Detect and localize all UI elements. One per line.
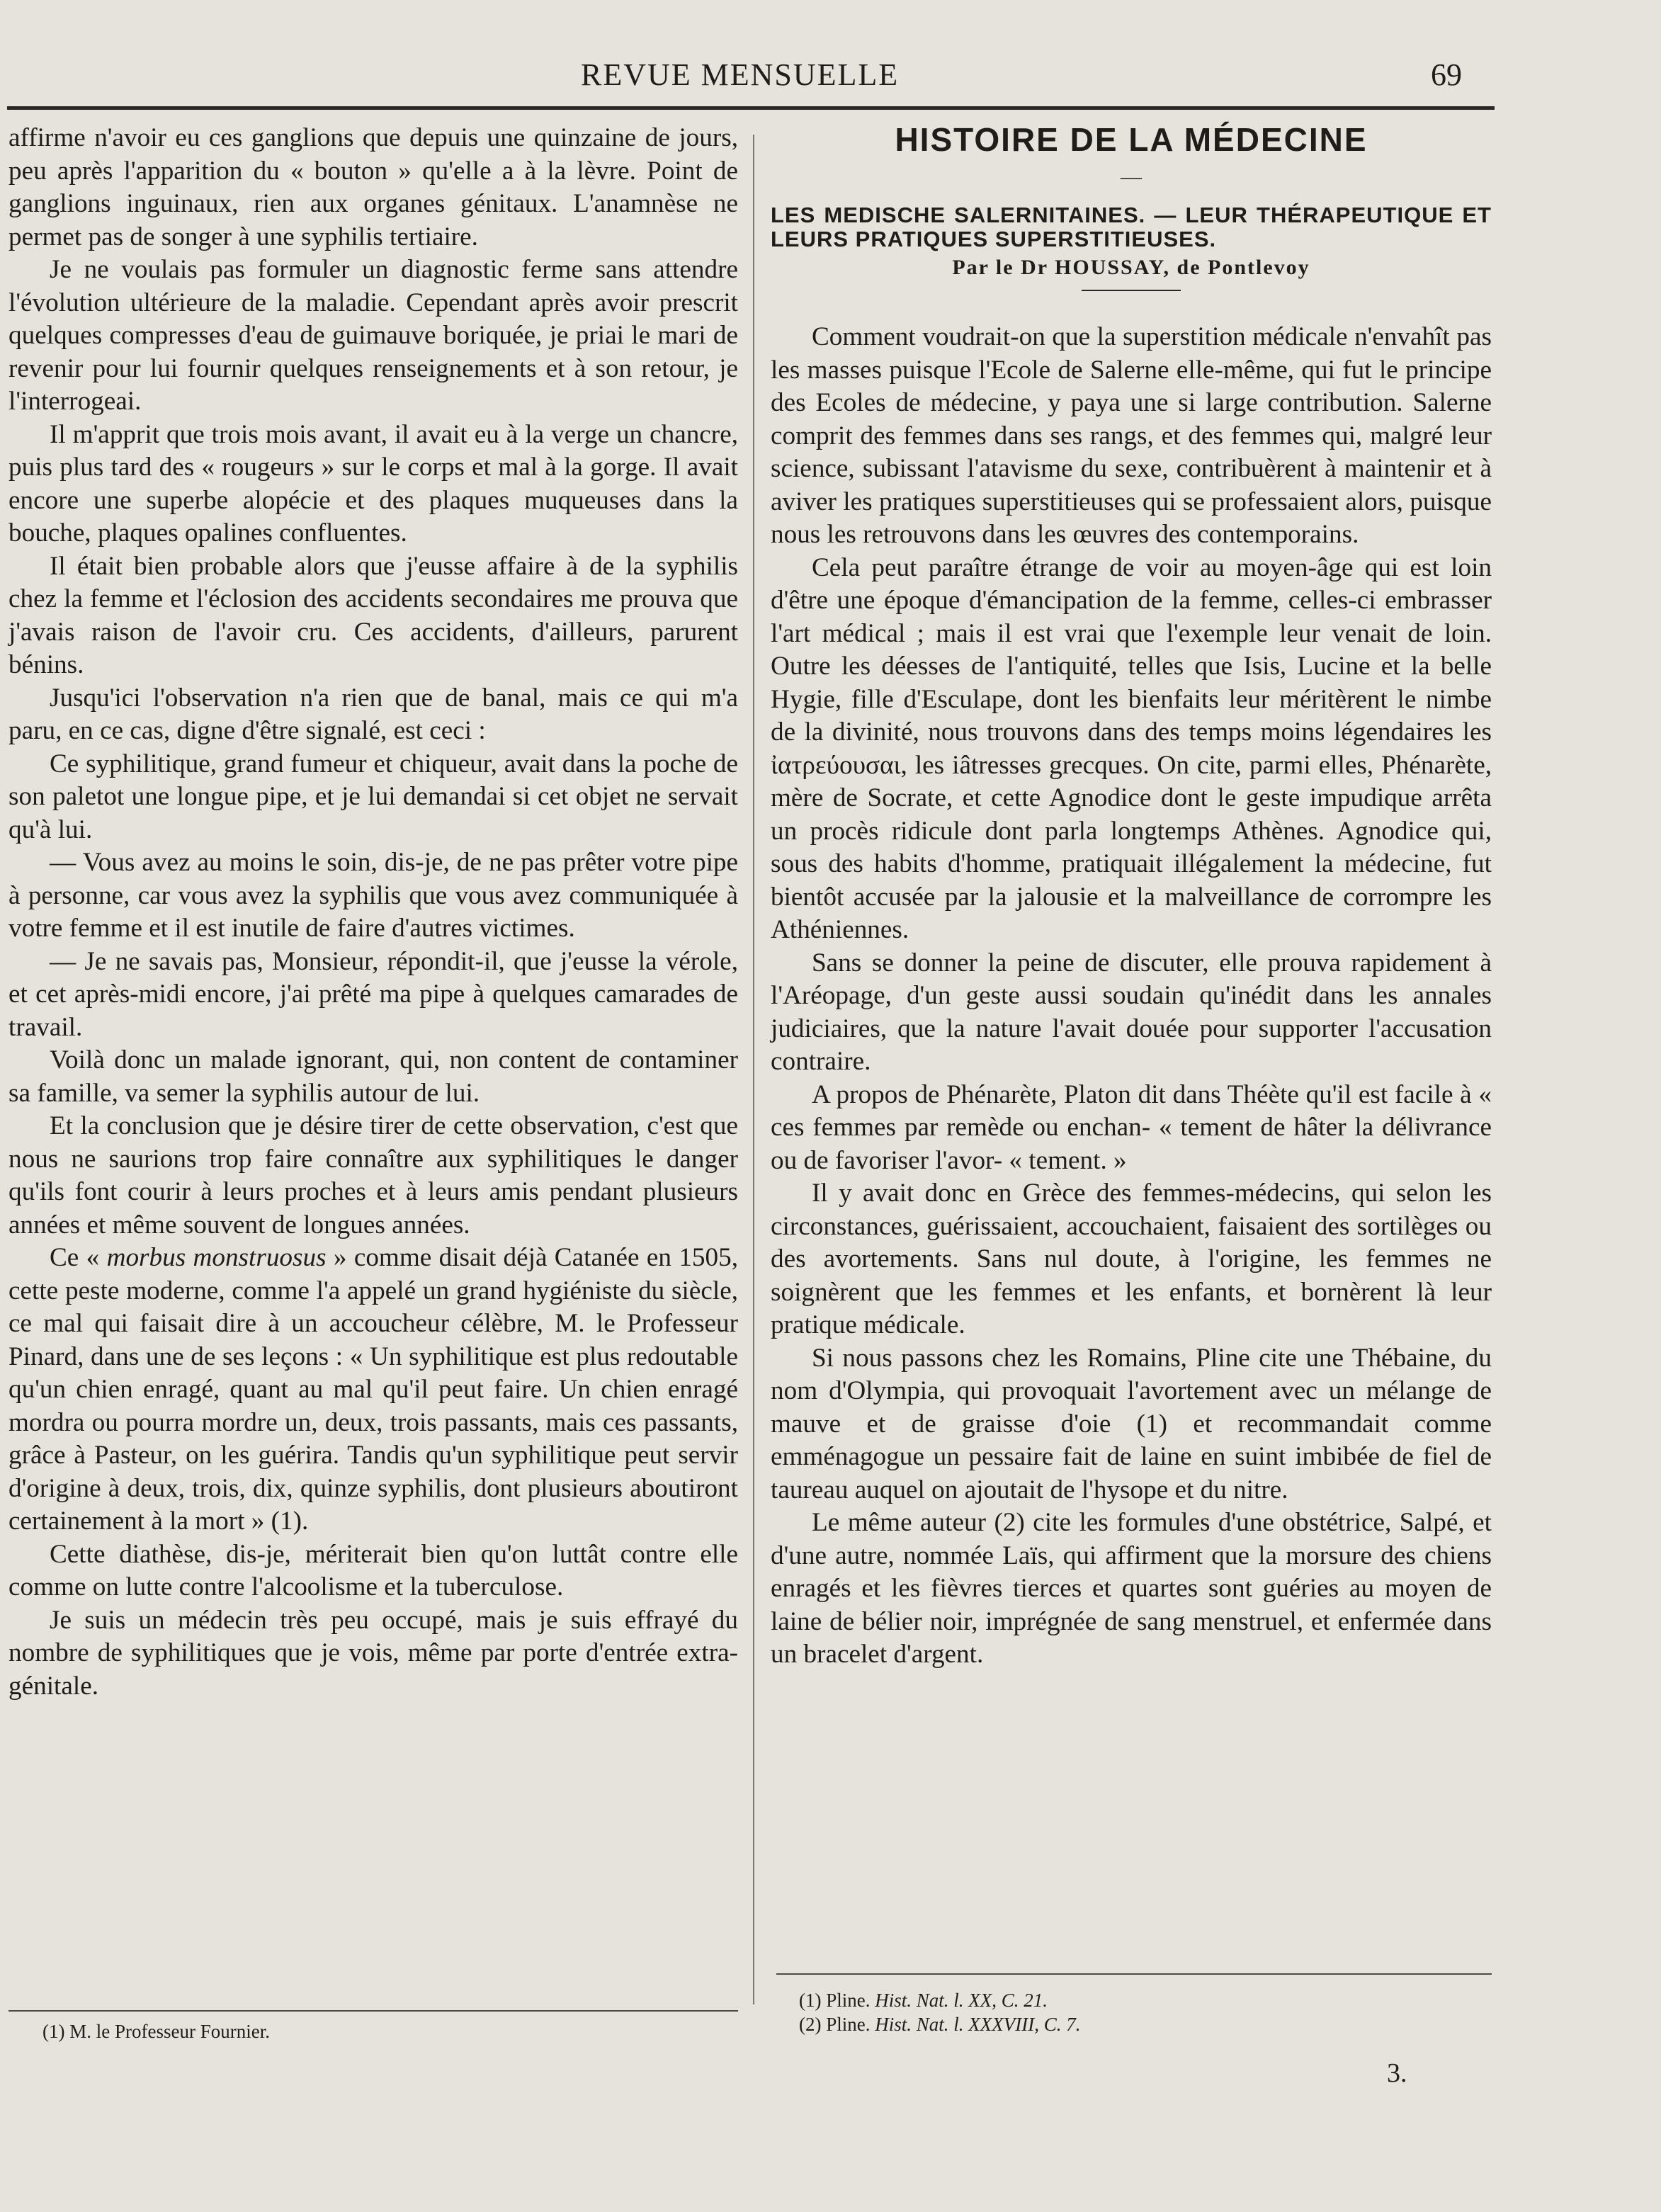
article-body (771, 321, 1492, 1672)
footnote-reference: Hist. Nat. l. XXXVIII, C. 7. (875, 2014, 1081, 2035)
paragraph: Cela peut paraître étrange de voir au moyen-âge qui est loin d'être une époque d'émancipation de la femme, celles-ci embrasser l'art médical ; mais il est vrai que l'exemple leur venait de loin. Outre les déesses de l'antiquité, telles que Isis, Lucine et la belle Hygie, fille d'Esculape, dont les bienfaits leur méritèrent le nimbe de la divinité, nous trouvons dans des temps moins légendaires les ἰατρεύουσαι, les iâtresses grecques. On cite, parmi elles, Phénarète, mère de Socrate, et cette Agnodice dont le geste impudique arrêta un procès ridicule dont parla longtemps Athènes. Agnodice qui, sous des habits d'homme, pratiquait illégalement la médecine, fut bientôt accusée par la jalousie et la malveillance de corrompre les Athéniennes. (771, 552, 1492, 944)
left-footnote: (1) M. le Professeur Fournier. (42, 2021, 270, 2042)
header-rule (7, 106, 1495, 110)
paragraph: Ce syphilitique, grand fumeur et chiqueur, avait dans la poche de son paletot une longue pipe, et je lui demandai si cet objet ne servait qu'à lui. (8, 749, 738, 844)
page-number: 69 (1431, 57, 1462, 92)
paragraph: — Vous avez au moins le soin, dis-je, de ne pas prêter votre pipe à personne, car vous avez la syphilis que vous avez communiquée à votre femme et il est inutile de faire d'autres victimes. (8, 848, 738, 943)
paragraph: Le même auteur (2) cite les formules d'une obstétrice, Salpé, et d'une autre, nommée Laïs, qui affirment que la morsure des chiens enragés et les fièvres tierces et quartes sont guéries au moyen de laine de bélier noir, imprégnée de sang menstruel, et enfermée dans un bracelet d'argent. (771, 1508, 1492, 1669)
right-footnote-2 (799, 2013, 1436, 2036)
paragraph: Comment voudrait-on que la superstition médicale n'envahît pas les masses puisque l'Ecole de Salerne elle-même, qui fut le principe des Ecoles de médecine, y paya une si large contribution. Salerne comprit des femmes dans ses rangs, et des femmes qui, malgré leur science, subissant l'atavisme du sexe, contribuèrent à maintenir et à aviver les pratiques superstitieuses qui se professaient alors, puisque nous les retrouvons dans les œuvres des contemporains. (771, 322, 1492, 549)
right-footnote-1 (799, 1989, 1436, 2012)
column-divider (753, 135, 754, 2004)
page-header (0, 50, 1502, 99)
byline-rule (1082, 290, 1181, 291)
left-footnote-rule (8, 2010, 738, 2012)
section-title: HISTOIRE DE LA MÉDECINE (895, 121, 1368, 158)
running-title: REVUE MENSUELLE (581, 57, 900, 92)
paragraph-morbus (8, 1242, 738, 1538)
paragraph: Il était bien probable alors que j'eusse affaire à de la syphilis chez la femme et l'éclosion des accidents secondaires me prouva que j'avais raison de l'avoir cru. Ces accidents, d'ailleurs, parurent bénins. (8, 551, 738, 679)
paragraph: — Je ne savais pas, Monsieur, répondit-il, que j'eusse la vérole, et cet après-midi encore, j'ai prêté ma pipe à quelques camarades de travail. (8, 946, 738, 1042)
right-footnote-rule (776, 1973, 1492, 1975)
paragraph: Si nous passons chez les Romains, Pline cite une Thébaine, du nom d'Olympia, qui provoquait l'avortement avec un mélange de mauve et de graisse d'oie (1) et recommandait comme emménagogue un pessaire fait de laine en suint imbibée de fiel de taureau auquel on ajoutait de l'hysope et du nitre. (771, 1343, 1492, 1504)
paragraph: Voilà donc un malade ignorant, qui, non content de contaminer sa famille, va semer la syphilis autour de lui. (8, 1045, 738, 1108)
right-column (771, 122, 1492, 1672)
paragraph: Cette diathèse, dis-je, mériterait bien qu'on luttât contre elle comme on lutte contre l'alcoolisme et la tuberculose. (8, 1539, 738, 1601)
paragraph: Je suis un médecin très peu occupé, mais je suis effrayé du nombre de syphilitiques que je vois, même par porte d'entrée extra-génitale. (8, 1605, 738, 1701)
paragraph: Je ne voulais pas formuler un diagnostic ferme sans attendre l'évolution ultérieure de la maladie. Cependant après avoir prescrit quelques compresses d'eau de guimauve boriquée, je priai le mari de revenir pour lui fournir quelques renseignements et à son retour, je l'interrogeai. (8, 255, 738, 416)
footnote-prefix: (2) Pline. (799, 2014, 875, 2035)
footnote-reference: Hist. Nat. l. XX, C. 21. (875, 1990, 1048, 2011)
paragraph: Et la conclusion que je désire tirer de cette observation, c'est que nous ne saurions trop faire connaître aux syphilitiques le danger qu'ils font courir à leurs proches et à leurs amis pendant plusieurs années et même souvent de longues années. (8, 1111, 738, 1240)
morbus-italic: morbus monstruosus (106, 1243, 327, 1272)
paragraph: Il y avait donc en Grèce des femmes-médecins, qui selon les circonstances, guérissaient, accouchaient, faisaient des sortilèges ou des avortements. Sans nul doute, à l'origine, les femmes ne soignèrent que les femmes et les enfants, et bornèrent là leur pratique médicale. (771, 1179, 1492, 1339)
article-title: LES MEDISCHE SALERNITAINES. — LEUR THÉRAPEUTIQUE ET LEURS PRATIQUES SUPERSTITIEUSES. (771, 202, 1492, 251)
paragraph: Jusqu'ici l'observation n'a rien que de banal, mais ce qui m'a paru, en ce cas, digne d'être signalé, est ceci : (8, 683, 738, 745)
section-dash: — (1121, 164, 1142, 188)
paragraph: A propos de Phénarète, Platon dit dans Théète qu'il est facile à « ces femmes par remède ou enchan- « tement de hâter la délivrance ou de favoriser l'avor- « tement. » (771, 1079, 1492, 1175)
paragraph: Sans se donner la peine de discuter, elle prouva rapidement à l'Aréopage, d'un geste aussi soudain qu'inédit dans les annales judiciaires, que la nature l'avait douée pour supporter l'accusation contraire. (771, 948, 1492, 1076)
morbus-after: » comme disait déjà Catanée en 1505, cette peste moderne, comme l'a appelé un grand hygiéniste du siècle, ce mal qui faisait dire à un accoucheur célèbre, M. le Professeur Pinard, dans une de ses leçons : « Un syphilitique est plus redoutable qu'un chien enragé, quant au mal qu'il peut faire. Un chien enragé mordra ou pourra mordre un, deux, trois passants, mais ces passants, grâce à Pasteur, on les guérira. Tandis qu'un syphilitique peut servir d'origine à deux, trois, dix, quinze syphilis, dont plusieurs aboutiront certainement à la mort » (1). (8, 1243, 739, 1536)
byline: Par le Dr HOUSSAY, de Pontlevoy (952, 255, 1310, 279)
paragraph: affirme n'avoir eu ces ganglions que depuis une quinzaine de jours, peu après l'apparition du « bouton » qu'elle a à la lèvre. Point de ganglions inguinaux, rien aux organes génitaux. L'anamnèse ne permet pas de songer à une syphilis tertiaire. (8, 123, 738, 251)
paragraph: Il m'apprit que trois mois avant, il avait eu à la verge un chancre, puis plus tard des « rougeurs » sur le corps et mal à la gorge. Il avait encore une superbe alopécie et des plaques muqueuses dans la bouche, plaques opalines confluentes. (8, 419, 738, 548)
footnote-prefix: (1) Pline. (799, 1990, 875, 2011)
morbus-before: Ce « (50, 1243, 107, 1272)
left-column (8, 122, 738, 1703)
signature-mark: 3. (1387, 2058, 1407, 2088)
